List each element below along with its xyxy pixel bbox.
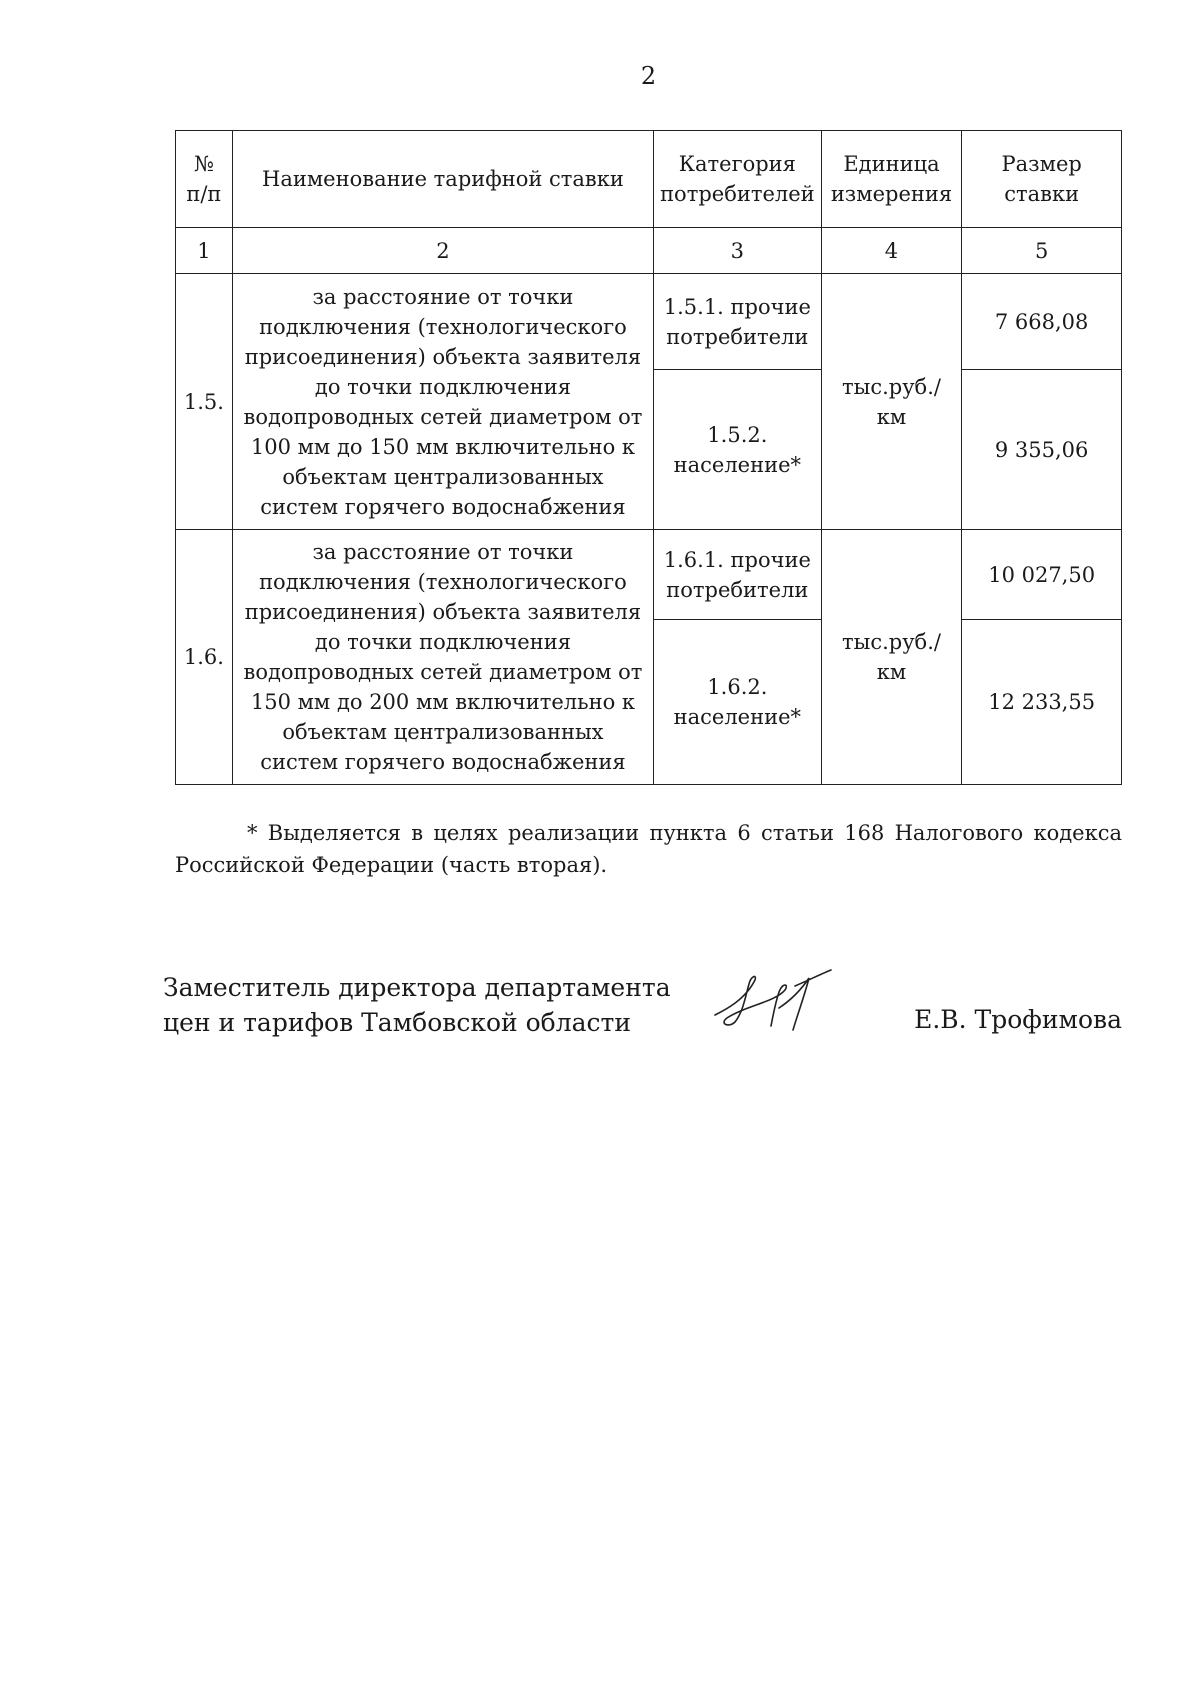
category-cell: 1.6.1. прочие потребители bbox=[654, 530, 822, 620]
row-name: за расстояние от точки подключения (технологического присоединения) объекта заявителя до точки подключения водопроводных сетей диаметром от 100 мм до 150 мм включительно к объектам централизованных систем горячего водоснабжения bbox=[232, 274, 653, 530]
footnote-line-1: * Выделяется в целях реализации пункта 6 статьи 168 Налогового кодекса bbox=[247, 821, 1122, 845]
header-unit: Единица измерения bbox=[821, 131, 962, 228]
rate-value: 12 233,55 bbox=[962, 620, 1122, 785]
unit-cell: тыс.руб./км bbox=[821, 274, 962, 530]
rate-value: 9 355,06 bbox=[962, 370, 1122, 530]
row-num: 1.5. bbox=[176, 274, 233, 530]
header-name: Наименование тарифной ставки bbox=[232, 131, 653, 228]
rate-value: 7 668,08 bbox=[962, 274, 1122, 370]
signatory-name: Е.В. Трофимова bbox=[914, 1005, 1122, 1034]
column-number: 2 bbox=[232, 228, 653, 274]
footnote bbox=[175, 817, 1122, 881]
signatory-title-line-2: цен и тарифов Тамбовской области bbox=[163, 1008, 632, 1037]
header-num: № п/п bbox=[176, 131, 233, 228]
rate-value: 10 027,50 bbox=[962, 530, 1122, 620]
handwritten-signature bbox=[705, 960, 835, 1040]
header-rate: Размер ставки bbox=[962, 131, 1122, 228]
tariff-table bbox=[175, 130, 1122, 785]
column-number: 3 bbox=[654, 228, 822, 274]
category-cell: 1.5.1. прочие потребители bbox=[654, 274, 822, 370]
table-row bbox=[176, 530, 1122, 620]
category-cell: 1.6.2. население* bbox=[654, 620, 822, 785]
column-number: 5 bbox=[962, 228, 1122, 274]
row-name: за расстояние от точки подключения (технологического присоединения) объекта заявителя до точки подключения водопроводных сетей диаметром от 150 мм до 200 мм включительно к объектам централизованных систем горячего водоснабжения bbox=[232, 530, 653, 785]
unit-cell: тыс.руб./км bbox=[821, 530, 962, 785]
row-num: 1.6. bbox=[176, 530, 233, 785]
signatory-title bbox=[163, 970, 671, 1040]
column-number: 1 bbox=[176, 228, 233, 274]
column-number: 4 bbox=[821, 228, 962, 274]
table-row bbox=[176, 274, 1122, 370]
table-header-row bbox=[176, 131, 1122, 228]
footnote-line-2: Российской Федерации (часть вторая). bbox=[175, 853, 608, 877]
signatory-title-line-1: Заместитель директора департамента bbox=[163, 973, 671, 1002]
page-number: 2 bbox=[640, 62, 657, 90]
column-number-row bbox=[176, 228, 1122, 274]
header-category: Категория потребителей bbox=[654, 131, 822, 228]
category-cell: 1.5.2. население* bbox=[654, 370, 822, 530]
